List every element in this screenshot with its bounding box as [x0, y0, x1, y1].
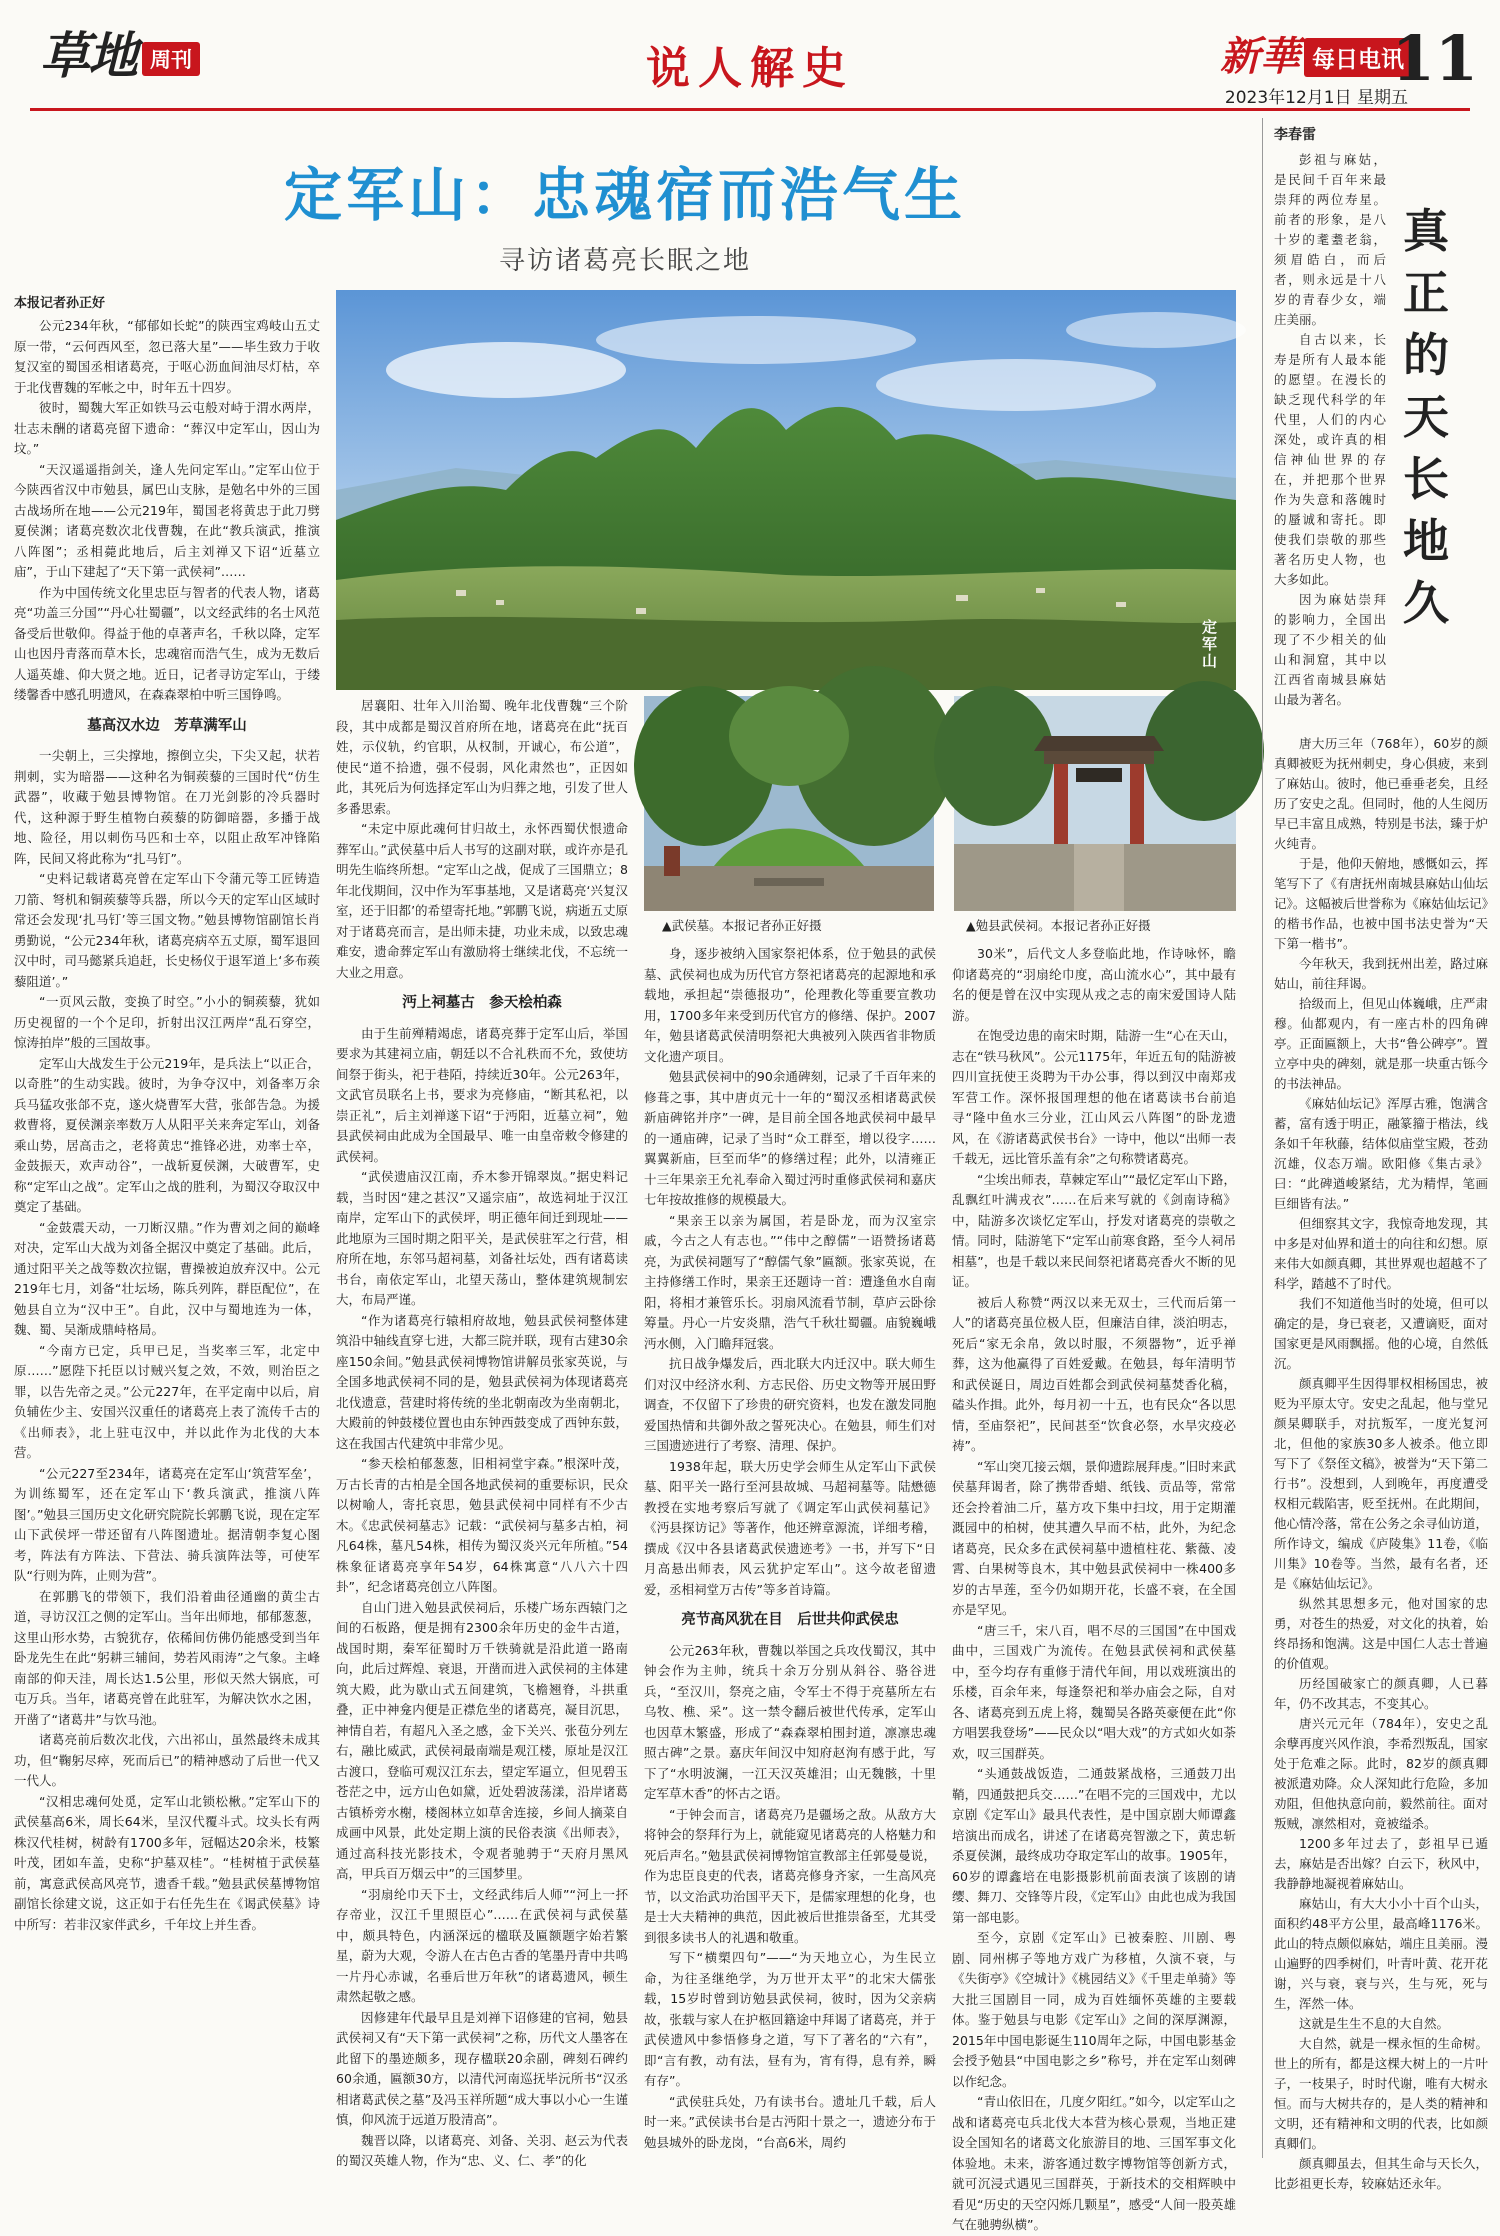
paragraph: 唐大历三年（768年），60岁的颜真卿被贬为抚州刺史，身心俱疲，来到了麻姑山。彼时，他已垂垂老矣，且经历了安史之乱。但同时，他的人生阅历早已丰富且成熟，特别是书法，臻于炉火纯青。 — [1274, 736, 1488, 851]
paragraph: “头通鼓战饭造，二通鼓紧战格，三通鼓刀出鞘，四通鼓把兵交……”在唱不完的三国戏中，尤以京剧《定军山》最具代表性，是中国京剧大师谭鑫培演出而成名，讲述了在诸葛亮智激之下，黄忠斩杀夏侯渊，最终成功夺取定军山的故事。1905年，60岁的谭鑫培在电影摄影机前面表演了该剧的请缨、舞刀、交锋等片段，《定军山》由此也成为我国第一部电影。 — [952, 1766, 1236, 1925]
photo-wuhou-temple — [954, 696, 1236, 911]
photo-b-caption: ▲勉县武侯祠。本报记者孙正好摄 — [966, 918, 1151, 933]
paragraph: 于是，他仰天俯地，感慨如云，挥笔写下了《有唐抚州南城县麻姑山仙坛记》。这幅被后世誉称为《麻姑仙坛记》的楷书作品，也被中国书法史誉为“天下第一楷书”。 — [1274, 856, 1488, 951]
paragraph: “天汉遥遥指剑关，逢人先问定军山。”定军山位于今陕西省汉中市勉县，属巴山支脉，是勉名中外的三国古战场所在地——公元219年，蜀国老将黄忠于此刀劈夏侯渊；诸葛亮数次北伐曹魏，在此“教兵演武，推演八阵图”；丞相薨此地后，后主刘禅又下诏“近墓立庙”，于山下建起了“天下第一武侯祠”…… — [14, 461, 320, 579]
paragraph: “史料记载诸葛亮曾在定军山下令蒲元等工匠铸造刀箭、弩机和铜蒺藜等兵器，所以今天的定军山区域时常还会发现‘扎马钉’等三国文物。”勉县博物馆副馆长肖勇勤说，“公元234年秋，诸葛亮病卒五丈原，蜀军退回汉中时，司马懿紧兵追赶，长史杨仪于退军道上‘多布蒺藜阻道’。” — [14, 871, 320, 989]
sidebar-title: 真正的天长地久 — [1403, 204, 1449, 630]
paragraph: “尘埃出师表，草棘定军山”“最忆定军山下路，乱飘红叶满戎衣”……在后来写就的《剑南诗稿》中，陆游多次谈忆定军山，抒发对诸葛亮的崇敬之情。同时，陆游笔下“定军山前寒食路，至今人祠吊相墓”，也是千载以来民间祭祀诸葛亮香火不断的见证。 — [952, 1171, 1236, 1289]
paragraph: 拾级而上，但见山体巍峨，庄严肃穆。仙都观内，有一座古朴的四角碑亭。正面匾额上，大书“鲁公碑亭”。置立亭中央的碑刻，就是那一块重古铄今的书法神品。 — [1274, 996, 1488, 1091]
paragraph: 唐兴元元年（784年），安史之乱余孽再度兴风作浪，李希烈叛乱，国家处于危难之际。此时，82岁的颜真卿被派遣劝降。众人深知此行危险，多加劝阻，但他执意向前，毅然前往。面对叛贼，凛然相对，竟被缢杀。 — [1274, 1716, 1488, 1831]
paragraph: “参天桧柏郁葱葱，旧相祠堂宇森。”根深叶茂，万古长青的古柏是全国各地武侯祠的重要标识，民众以树喻人，寄托哀思，勉县武侯祠中同样有不少古木。《忠武侯祠墓志》记载：“武侯祠与墓多古柏，祠凡64株，墓凡54株，相传为蜀汉炎兴元年所植。”54株象征诸葛亮享年54岁，64株寓意“八八六十四卦”，纪念诸葛亮创立八阵图。 — [336, 1456, 628, 1594]
paragraph: 公元263年秋，曹魏以举国之兵攻伐蜀汉，其中钟会作为主帅，统兵十余万分别从斜谷、骆谷进兵，“至汉川，祭亮之庙，令军士不得于亮墓所左右乌牧、樵、采”。这一禁令翻后被世代传承，定军山也因草木繁盛，形成了“森森翠柏围封道，凛凛忠魂照古碑”之景。嘉庆年间汉中知府赵洵有感于此，写下了“水明波澜，一江天汉英雄泪；山无魏骸，十里定军草木香”的怀古之语。 — [644, 1642, 936, 1801]
paragraph: 写下“横槊四句”——“为天地立心，为生民立命，为往圣继绝学，为万世开太平”的北宋大儒张载，15岁时曾到访勉县武侯祠，彼时，因为父亲病故，张载与家人在护柩回籍途中拜谒了诸葛亮，并于武侯遗风中参悟修身之道，写下了著名的“六有”，即“言有教，动有法，昼有为，宵有得，息有养，瞬有存”。 — [644, 1950, 936, 2088]
paragraph: “一页风云散，变换了时空。”小小的铜蒺藜，犹如历史视留的一个个足印，折射出汉江两岸“乱石穿空，惊涛拍岸”般的三国故事。 — [14, 994, 320, 1050]
page-header — [0, 0, 1500, 110]
paragraph: 勉县武侯祠中的90余通碑刻，记录了千百年来的修葺之事，其中唐贞元十一年的“蜀汉丞相诸葛武侯新庙碑铭并序”一碑，是目前全国各地武侯祠中最早的一通庙碑，记录了当时“众工群至，增以役字……翼翼新庙，巨至而华”的修缮过程；此外，以清雍正十三年果亲王允礼奉命入蜀过沔时重修武侯祠和嘉庆七年按故推修的规模最大。 — [644, 1069, 936, 1207]
article-byline: 本报记者孙正好 — [14, 296, 106, 311]
paragraph: 颜真卿虽去，但其生命与天长久，比彭祖更长寿，较麻姑还永年。 — [1274, 2156, 1488, 2191]
paragraph: “金鼓震天动，一刀断汉鼎。”作为曹刘之间的巅峰对决，定军山大战为刘备全据汉中奠定了基础。此后，通过阳平关之战等数次拉锯，曹操被迫放弃汉中。公元219年七月，刘备“壮坛场，陈兵列阵，群臣配位”，在勉县自立为“汉中王”。自此，汉中与蜀地连为一体，魏、蜀、吴渐成鼎峙格局。 — [14, 1219, 320, 1337]
brand-right-name: 新華 — [1220, 33, 1300, 80]
header-rule — [30, 108, 1470, 111]
paragraph: 因修建年代最早且是刘禅下诏修建的官祠，勉县武侯祠又有“天下第一武侯祠”之称，历代文人墨客在此留下的墨迹颇多，现存楹联20余副，碑刻石碑约60余通，匾额30方，以清代河南巡抚毕沅所书“汉丞相诸葛武侯之墓”及冯玉祥所题“成大事以小心一生谨慎，仰风流于远道万股清高”。 — [336, 2009, 628, 2127]
article-column-4 — [952, 944, 1236, 2232]
photo-dingjunshan — [336, 290, 1236, 690]
temple-gate-image — [954, 696, 1236, 911]
paragraph: “公元227至234年，诸葛亮在定军山‘筑营军垒’，为训练蜀军，还在定军山下‘教兵演武，推演八阵图’。”勉县三国历史文化研究院院长郭鹏飞说，现在定军山下武侯坪一带还留有八阵图遗址。据清朝李复心图考，阵法有方阵法、下营法、骑兵演阵法等，可使军队“行则为阵，止则为营”。 — [14, 1465, 320, 1583]
paragraph: 一尖朝上，三尖撑地，擦倒立尖，下尖又起，状若荆刺，实为暗器——这种名为铜蒺藜的三国时代“仿生武器”，收藏于勉县博物馆。在刀光剑影的冷兵器时代，这种源于野生植物白蒺藜的防御暗器，多播于战地、险径，用以刺伤马匹和士卒，以阻止敌军冲锋陷阵，民间又将此称为“扎马钉”。 — [14, 748, 320, 866]
paragraph: 麻姑山，有大大小小十百个山头，面积约48平方公里，最高峰1176米。此山的特点颇似麻姑，端庄且美丽。漫山遍野的四季树们，叶青叶黄、花开花谢，兴与衰，衰与兴，生与死，死与生，浑然一体。 — [1274, 1896, 1488, 2011]
photo-wuhou-tomb — [644, 696, 934, 911]
paragraph: 在饱受边患的南宋时期，陆游一生“心在天山，志在“铁马秋风”。公元1175年，年近五旬的陆游被四川宣抚使王炎聘为干办公事，得以到汉中南郑戎军营工作。深怀报国理想的他在诸葛读书台前追寻“隆中鱼水三分业，江山风云八阵图”的卧龙遗风，在《游诸葛武侯书台》一诗中，他以“出师一表千载无，远比管乐盖有余”之句称赞诸葛亮。 — [952, 1028, 1236, 1166]
article-column-2 — [336, 696, 628, 2168]
paragraph: “今南方已定，兵甲已足，当奖率三军，北定中原……”愿陛下托臣以讨贼兴复之效，不效，则治臣之罪，以告先帝之灵。”公元227年，在平定南中以后，肩负辅佐少主、安国兴汉重任的诸葛亮上表了流传千古的《出师表》，北上驻屯汉中，并以此作为北伐的大本营。 — [14, 1342, 320, 1460]
brand-right-badge: 每日电讯 — [1304, 38, 1412, 77]
paragraph: 自古以来，长寿是所有人最本能的愿望。在漫长的缺乏现代科学的年代里，人们的内心深处，或许真的相信神仙世界的存在，并把那个世界作为失意和落魄时的蜃诚和寄托。即使我们崇敬的那些著名历史人物，也大多如此。 — [1274, 332, 1386, 587]
paragraph: 因为麻姑崇拜的影响力，全国出现了不少相关的仙山和洞窟，其中以江西省南城县麻姑山最为著名。 — [1274, 592, 1386, 707]
section-heading: 沔上祠墓古 参天桧柏森 — [402, 995, 562, 1011]
brand-left-name: 草地 — [40, 26, 136, 85]
paragraph: 颜真卿平生因得罪权相杨国忠，被贬为平原太守。安史之乱起，他与堂兄颜杲卿联手，对抗叛军，一度光复河北，但他的家族30多人被杀。他立即写下了《祭侄文稿》，被誉为“天下第二行书”。没想到，人到晚年，再度遭受权相元载陷害，贬至抚州。在此期间，他心情冷落，常在公务之余寻仙访道，所作诗文，编成《庐陵集》11卷，《临川集》10卷等。当然，最有名者，还是《麻姑仙坛记》。 — [1274, 1376, 1488, 1591]
section-title: 说人解史 — [646, 43, 854, 94]
paragraph: 彼时，蜀魏大军正如铁马云屯般对峙于渭水两岸，壮志未酬的诸葛亮留下遗命：“葬汉中定军山，因山为坟。” — [14, 400, 320, 456]
section-heading: 亮节高风犹在目 后世共仰武侯忠 — [681, 1612, 899, 1628]
newspaper-brand — [1220, 33, 1412, 80]
brand-left-badge: 周刊 — [142, 42, 200, 76]
page-number: 11 — [1391, 22, 1478, 95]
article-column-1 — [14, 316, 320, 2162]
paragraph: “唐三千，宋八百，唱不尽的三国国”在中国戏曲中，三国戏广为流传。在勉县武侯祠和武侯墓中，至今均存有重修于清代年间，用以戏班演出的乐楼，百余年来，每逢祭祀和举办庙会之际，自对各、诸葛亮到五虎上将，魏蜀吴各路英豪便在此“你方唱罢我登场”——民众以“唱大戏”的方式如火如荼欢，叹三国群英。 — [952, 1622, 1236, 1761]
paragraph: 1938年起，联大历史学会师生从定军山下武侯墓、阳平关一路行至河县故城、马超祠墓等。陆懋德教授在实地考察后写就了《调定军山武侯祠墓记》《沔县探访记》等著作，他还辨章源流，详细考稽，撰成《汉中各县诸葛武侯遗迹考》一书，并写下“日月高悬出师表，风云犹护定军山”。这今故老留遗爱，丞相祠堂万古传”等多首诗篇。 — [644, 1458, 936, 1597]
paragraph: 我们不知道他当时的处境，但可以确定的是，身已衰老，又遭谪贬，面对国家更是风雨飘摇。他的心境，自然低沉。 — [1274, 1296, 1488, 1371]
sidebar-text-main — [1274, 734, 1488, 2191]
paragraph: “羽扇纶巾天下士，文经武纬后人师”“河上一抔存帝业，汉江千里照臣心”……在武侯祠与武侯墓中，颇具特色，内涵深远的楹联及匾额题字始若繁星，蔚为大观，令游人在古色古香的笔墨丹青中共鸣一片丹心赤诚，名垂后世万年秋”的诸葛遗风，顿生肃然起敬之感。 — [336, 1886, 628, 2004]
photo-a-caption: ▲武侯墓。本报记者孙正好摄 — [662, 918, 822, 933]
sidebar-text-top — [1274, 150, 1386, 734]
paragraph: “未定中原此魂何甘归故土，永怀西蜀伏恨遗命葬军山。”武侯墓中后人书写的这副对联，或许亦是孔明先生临终所想。“定军山之战，促成了三国鼎立；8年北伐期间，汉中作为军事基地，又是诸葛亮‘兴复汉室，还于旧都’的希望寄托地。”郭鹏飞说，病逝五丈原对于诸葛亮而言，是出师未捷，功业未成，以致忠魂难安，遗命葬定军山有激励将士继续北伐，不忘统一大业之用意。 — [336, 821, 628, 980]
article-subhead: 寻访诸葛亮长眠之地 — [498, 246, 751, 276]
paragraph: 30米”，后代文人多登临此地，作诗咏怀，瞻仰诸葛亮的“羽扇纶巾度，高山流水心”，其中最有名的便是曾在汉中实现从戎之志的南宋爱国诗人陆游。 — [952, 946, 1236, 1023]
paragraph: 公元234年秋，“郁郁如长蛇”的陕西宝鸡岐山五丈原一带，“云何西风至，忽已落大星”——毕生致力于收复汉室的蜀国丞相诸葛亮，于呕心沥血间油尽灯枯，卒于北伐曹魏的军帐之中，时年五十四岁。 — [14, 318, 320, 395]
paragraph: 《麻姑仙坛记》浑厚古雅，饱满含蓄，富有透于明正，融篆籀于楷法，线条如千年秋藤，结体似庙堂宝殿，苍劲沉雄，仪态万端。欧阳修《集古录》曰：“此碑遒峻紧结，尤为精悍，笔画巨细皆有法。” — [1274, 1096, 1488, 1211]
article-headline: 定军山：忠魂宿而浩气生 — [283, 161, 966, 229]
paragraph: 身，逐步被纳入国家祭祀体系，位于勉县的武侯墓、武侯祠也成为历代官方祭祀诸葛亮的起源地和承载地，承担起“崇德报功”，伦理教化等重要宣教功用，1700多年来受到历代官方的修缮、保护。2007年，勉县诸葛武侯清明祭祀大典被列入陕西省非物质文化遗产项目。 — [644, 946, 936, 1064]
issue-date: 2023年12月1日 星期五 — [1224, 88, 1408, 108]
paragraph: 彭祖与麻姑，是民间千百年来最崇拜的两位寿星。前者的形象，是八十岁的耄耋老翁，须眉皓白，而后者，则永远是十八岁的青春少女，端庄美丽。 — [1274, 152, 1386, 327]
paragraph: 诸葛亮前后数次北伐，六出祁山，虽然最终未成其功，但“鞠躬尽瘁，死而后已”的精神感动了后世一代又一代人。 — [14, 1732, 320, 1788]
paragraph: “武侯遗庙汉江南，乔木参开锦翠岚。”据史料记载，当时因“建之甚汉”又遥宗庙”，故选祠址于汉江南岸，定军山下的武侯坪，明正德年间迁到现址——此地原为三国时期之阳平关，是武侯驻军之行营，相府所在地，东邻马超祠墓，刘备社坛处，西有诸葛读书台，南依定军山，北望天荡山，整体建筑规制宏大，布局严谨。 — [336, 1169, 628, 1307]
paragraph: 但细察其文字，我惊奇地发现，其中多是对仙界和道士的向往和幻想。原来伟大如颜真卿，其世界观也超越不了科学，踏越不了时代。 — [1274, 1216, 1488, 1291]
column-divider — [1262, 118, 1263, 2158]
paragraph: “武侯驻兵处，乃有读书台。遗址几千载，后人时一来。”武侯读书台是古沔阳十景之一，遗迹分布于勉县城外的卧龙岗，“台高6米，周约 — [644, 2093, 936, 2150]
paragraph: 今年秋天，我到抚州出差，路过麻姑山，前往拜谒。 — [1274, 956, 1488, 991]
paragraph: 至今，京剧《定军山》已被秦腔、川剧、粤剧、同州梆子等地方戏广为移植，久演不衰，与《失街亭》《空城计》《桃园结义》《千里走单骑》等大批三国剧目一同，成为百姓缅怀英雄的主要载体。鉴于勉县与电影《定军山》之间的深厚渊源，2015年中国电影诞生110周年之际，中国电影基金会授予勉县“中国电影之乡”称号，并在定军山刻碑以作纪念。 — [952, 1930, 1236, 2089]
article-column-3 — [644, 944, 936, 2162]
paragraph: “汉相忠魂何处觅，定军山北锁松楸。”定军山下的武侯墓高6米，周长64米，呈汉代覆斗式。坟头长有两株汉代桂树，树龄有1700多年，冠幅达20余米，枝繁叶茂，团如车盖，史称“护墓双桂”。“桂树植于武侯墓前，寓意武侯高风亮节，遗香千载。”勉县武侯墓博物馆副馆长徐建文说，这正如于右任先生在《谒武侯墓》诗中所写：若非汉家伴武乡，千年坟上并生香。 — [14, 1793, 320, 1932]
mountain-landscape-image — [336, 290, 1236, 690]
paragraph: 作为中国传统文化里忠臣与智者的代表人物，诸葛亮“功盖三分国”“丹心壮蜀疆”，以文经武纬的名士风范备受后世敬仰。得益于他的卓著声名，千秋以降，定军山也因丹青落而草木长，忠魂宿而浩气生，成为无数后人遥英雄、仰大贤之地。近日，记者寻访定军山，于缕缕馨香中感孔明遗风，在森森翠柏中听三国铮鸣。 — [14, 584, 320, 702]
paragraph: 被后人称赞“两汉以来无双士，三代而后第一人”的诸葛亮虽位极人臣，但廉洁自律，淡泊明志，死后“家无余帛，敛以时服，不须器物”，近乎禅葬，这为他赢得了百姓爱戴。在勉县，每年清明节和武侯诞日，周边百姓都会到武侯祠墓焚香化稿，磕头作揖。此外，每月初一十五，也有民众“各以思情，至庙祭祀”，民间甚至“饮食必祭，水旱灾疫必祷”。 — [952, 1294, 1236, 1453]
paragraph: “青山依旧在，几度夕阳红。”如今，以定军山之战和诸葛亮屯兵北伐大本营为核心景观，当地正建设全国知名的诸葛文化旅游目的地、三国军事文化体验地。未来，游客通过数字博物馆等创新方式，就可沉浸式遇见三国群英，于新技术的交相辉映中看见“历史的天空闪烁几颗星”，感受“人间一股英雄气在驰骋纵横”。 — [952, 2094, 1236, 2232]
paragraph: 抗日战争爆发后，西北联大内迁汉中。联大师生们对汉中经济水利、方志民俗、历史文物等开展田野调查，不仅留下了珍贵的研究资料，也发在激发同胞爱国热情和共御外敌之誓死决心。在勉县，师生们对三国遗迹进行了考察、清理、保护。 — [644, 1356, 936, 1453]
paragraph: 自山门进入勉县武侯祠后，乐楼广场东西辕门之间的石板路，便是拥有2300余年历史的金牛古道，战国时期，秦军征蜀时万千铁骑就是沿此道一路南向，此后过辉煌、衰退，开凿而进入武侯祠的主体建筑大殿，此为歇山式五间建筑，飞檐翘脊，斗拱重叠，正中神龛内便是正襟危坐的诸葛亮，凝目沉思，神情自若，有超凡入圣之感，金下关兴、张苞分列左右，融比威武，武侯祠最南端是观江楼，原址是汉江古渡口，登临可观汉江东去，望定军逼立，但见碧玉苍茫之中，远方山色如黛，近处碧波荡漾，沿岸诸葛古镇桥旁水榭，楼阁林立如草舍连接，乡间人摘菜自成画中风景，此处定期上演的民俗表演《出师表》，通过高科技光影技术，令观者驰骋于“天府月黑风高，甲兵百万烟云中”的三国梦里。 — [336, 1599, 628, 1881]
paragraph: “于钟会而言，诸葛亮乃是疆场之敌。从敌方大将钟会的祭拜行为上，就能窥见诸葛亮的人格魅力和死后声名。”勉县武侯祠博物馆宣教部主任郭曼曼说，作为忠臣良吏的代表，诸葛亮修身齐家，一生高风亮节，以文治武功治国平天下，是儒家理想的化身，也是士大夫精神的典范，因此被后世推崇备至，尤其受到很多读书人的礼遇和敬重。 — [644, 1806, 936, 1945]
paragraph: 居襄阳、壮年入川治蜀、晚年北伐曹魏“三个阶段，其中成都是蜀汉首府所在地，诸葛亮在此“抚百姓，示仪轨，约官职，从权制，开诚心，布公道”，使民“道不拾遗，强不侵弱，风化肃然也”，正因如此，其死后为何选择定军山为归葬之地，引发了世人多番思索。 — [336, 698, 628, 816]
paragraph: 大自然，就是一棵永恒的生命树。世上的所有，都是这棵大树上的一片叶子，一枝果子，时时代谢，唯有大树永恒。而与大树共存的，是人类的精神和文明，还有精神和文明的代表，比如颜真卿们。 — [1274, 2036, 1488, 2151]
photo-main-caption: 定军山 — [1200, 619, 1218, 670]
paragraph: 历经国破家亡的颜真卿，人已暮年，仍不改其志，不变其心。 — [1274, 1676, 1488, 1711]
paragraph: “作为诸葛亮行辕相府故地，勉县武侯祠整体建筑沿中轴线直穿七进，大都三院并联，现有古建30余座150余间。”勉县武侯祠博物馆讲解员张家英说，与全国多地武侯祠不同的是，勉县武侯祠为体现诸葛亮北伐遗意，营建时将传统的坐北朝南改为坐南朝北，大殿前的钟鼓楼位置也由东钟西鼓变成了西钟东鼓，这在我国古代建筑中非常少见。 — [336, 1312, 628, 1451]
paragraph: “果亲王以亲为属国，若是卧龙，而为汉室宗戚，今古之人有志也。”“伟中之醇儒”一语赞扬诸葛亮，为武侯祠题写了“醇儒气象”匾额。张家英说，在主持修缮工作时，果亲王还题诗一首：遭逢鱼水自南阳，将相才兼管乐长。羽扇风流看节制，草庐云卧徐筹量。丹心一片安炎鼎，浩气千秋壮蜀疆。庙貌巍峨沔水侧，入门瞻拜冠裳。 — [644, 1212, 936, 1351]
paragraph: 1200多年过去了，彭祖早已遁去，麻姑是否出嫁？白云下，秋风中，我静静地凝视着麻姑山。 — [1274, 1836, 1488, 1891]
paragraph: 在郭鹏飞的带领下，我们沿着曲径通幽的黄尘古道，寻访汉江之侧的定军山。当年出师地，郁郁葱葱，这里山形水势，古貌犹存，依稀间仿佛仍能感受到当年卧龙先生在此“躬耕三辅间，势若风雨涛”之气象。主峰南部的仰天洼，周长达1.5公里，形似天然大锅底，可屯万兵。当年，诸葛亮曾在此驻军，为解决饮水之困，开凿了“诸葛井”与饮马池。 — [14, 1588, 320, 1727]
paragraph: 纵然其思想多元，他对国家的忠勇，对苍生的热爱，对文化的执着，始终昂扬和饱满。这是中国仁人志士普遍的价值观。 — [1274, 1596, 1488, 1671]
tomb-image — [644, 696, 934, 911]
sidebar-author: 李春雷 — [1274, 127, 1316, 143]
section-heading: 墓高汉水边 芳草满军山 — [87, 717, 247, 734]
paragraph: “军山突兀接云烟，景仰遗踪展拜虔。”旧时来武侯墓拜谒者，除了携带香蜡、纸钱、贡品等，常常还会拎着油二斤，墓方攻下集中扫坟，用于定期灌溉园中的柏树，使其遭久早而不枯，此外，为纪念诸葛亮，民众多在武侯祠墓中遗植柱花、紫薇、凌霄、白果树等良木，其中勉县武侯祠中一株400多岁的古旱莲，至今仍如期开花，长盛不衰，在全国亦是罕见。 — [952, 1458, 1236, 1617]
paragraph: 这就是生生不息的大自然。 — [1299, 2016, 1450, 2031]
paragraph: 由于生前殚精竭虑，诸葛亮葬于定军山后，举国要求为其建祠立庙，朝廷以不合礼秩而不允，致使坊间祭于街头，祀于巷陌，持续近30年。公元263年，文武官员联名上书，要求为亮修庙，“断其私祀，以崇正礼”，后主刘禅遂下诏“于沔阳，近墓立祠”，勉县武侯祠由此成为全国最早、唯一由皇帝敕令修建的武侯祠。 — [336, 1025, 628, 1164]
paragraph: 魏晋以降，以诸葛亮、刘备、关羽、赵云为代表的蜀汉英雄人物，作为“忠、义、仁、孝”的化 — [336, 2132, 628, 2168]
paragraph: 定军山大战发生于公元219年，是兵法上“以正合，以奇胜”的生动实践。彼时，为争夺汉中，刘备率万余兵马猛攻张郃不克，遂火烧曹军大营，张郃告急。为援救曹将，夏侯渊亲率数万人从阳平关来奔定军山，刘备乘山势，居高击之，老将黄忠“推锋必进，劝率士卒，金鼓振天，欢声动谷”，一战斩夏侯渊，大破曹军，史称“定军山之战”。定军山之战的胜利，为蜀汉夺取汉中奠定了基础。 — [14, 1055, 320, 1214]
